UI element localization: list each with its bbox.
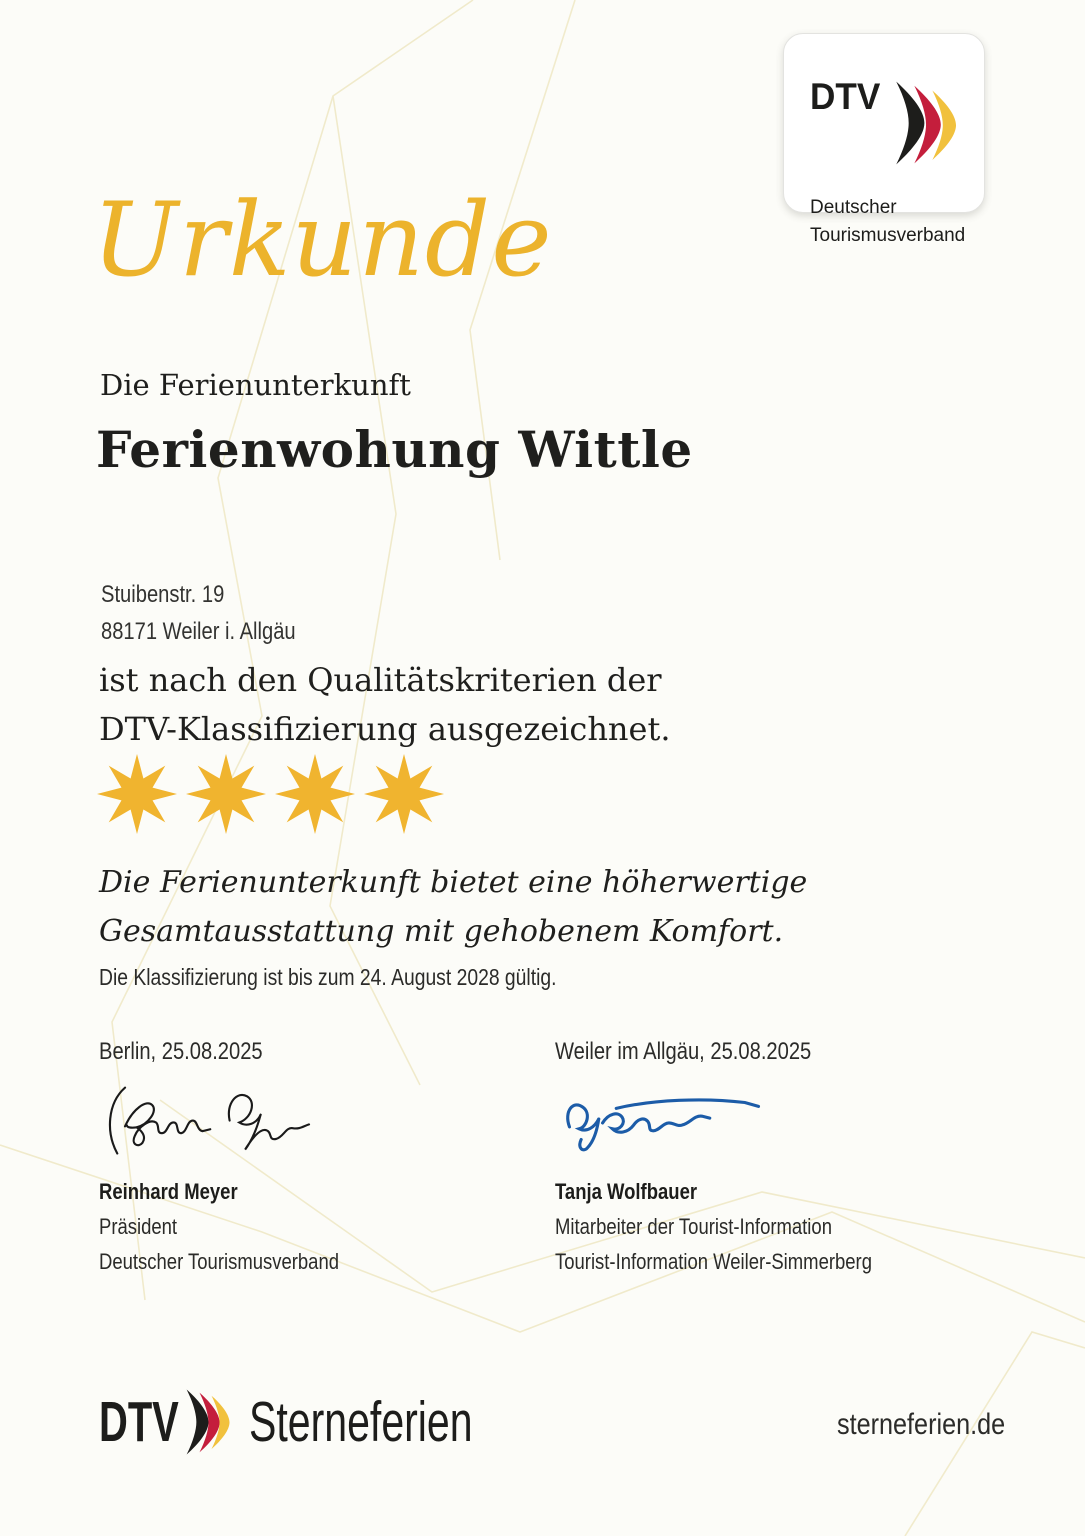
description-line1: Die Ferienunterkunft bietet eine höherwertige bbox=[99, 865, 808, 900]
website-url: sterneferien.de bbox=[836, 1408, 1005, 1441]
description-line2: Gesamtausstattung mit gehobenem Komfort. bbox=[99, 914, 784, 949]
footer-chevrons-icon bbox=[185, 1387, 237, 1457]
signature-block-tourist-info bbox=[555, 1038, 1055, 1279]
signer-right-name: Tanja Wolfbauer bbox=[555, 1179, 698, 1204]
place-date-right-text: Weiler im Allgäu, 25.08.2025 bbox=[555, 1038, 812, 1065]
signer-left-organization: Deutscher Tourismusverband bbox=[99, 1249, 340, 1274]
signature-tanja-wolfbauer bbox=[555, 1084, 771, 1160]
star-icon bbox=[364, 754, 444, 834]
footer-sterneferien-text: Sterneferien bbox=[249, 1390, 473, 1454]
award-line1: ist nach den Qualitätskriterien der bbox=[99, 661, 662, 699]
dtv-logo-subtitle bbox=[810, 194, 984, 250]
dtv-logo-badge bbox=[783, 33, 985, 246]
place-date-left-text: Berlin, 25.08.2025 bbox=[99, 1038, 263, 1065]
validity-note bbox=[99, 964, 644, 991]
dtv-logo-row bbox=[810, 76, 984, 166]
star-icon bbox=[275, 754, 355, 834]
signer-right-details bbox=[555, 1174, 1055, 1279]
signer-right-organization: Tourist-Information Weiler-Simmerberg bbox=[555, 1249, 872, 1274]
place-date-right bbox=[555, 1038, 1055, 1066]
star-icon bbox=[186, 754, 266, 834]
property-address bbox=[101, 576, 333, 650]
signature-block-president bbox=[99, 1038, 539, 1279]
signature-reinhard-meyer bbox=[99, 1076, 337, 1168]
star-rating bbox=[97, 754, 444, 834]
star-icon bbox=[97, 754, 177, 834]
dtv-logo-text: DTV bbox=[810, 76, 881, 117]
signer-left-name: Reinhard Meyer bbox=[99, 1179, 238, 1204]
signer-left-details bbox=[99, 1174, 539, 1279]
place-date-left bbox=[99, 1038, 539, 1066]
dtv-chevrons-icon bbox=[894, 80, 968, 166]
signer-right-role: Mitarbeiter der Tourist-Information bbox=[555, 1214, 832, 1239]
signature-area-right bbox=[555, 1070, 1055, 1174]
address-line1: Stuibenstr. 19 bbox=[101, 581, 225, 608]
dtv-logo-subtitle-line2: Tourismusverband bbox=[810, 225, 966, 246]
certificate-title: Urkunde bbox=[92, 181, 553, 300]
classification-description bbox=[99, 858, 807, 956]
property-name: Ferienwohung Wittle bbox=[96, 420, 693, 479]
intro-line: Die Ferienunterkunft bbox=[100, 368, 411, 402]
signature-area-left bbox=[99, 1070, 539, 1174]
signer-left-role: Präsident bbox=[99, 1214, 178, 1239]
sterneferien-logo bbox=[99, 1384, 560, 1460]
validity-text: Die Klassifizierung ist bis zum 24. August 2028 gültig. bbox=[99, 964, 557, 990]
award-statement bbox=[99, 656, 671, 754]
award-line2: DTV-Klassifizierung ausgezeichnet. bbox=[99, 710, 671, 748]
address-line2: 88171 Weiler i. Allgäu bbox=[101, 618, 296, 645]
dtv-logo-subtitle-line1: Deutscher bbox=[810, 197, 897, 218]
footer-dtv-text: DTV bbox=[99, 1390, 179, 1454]
